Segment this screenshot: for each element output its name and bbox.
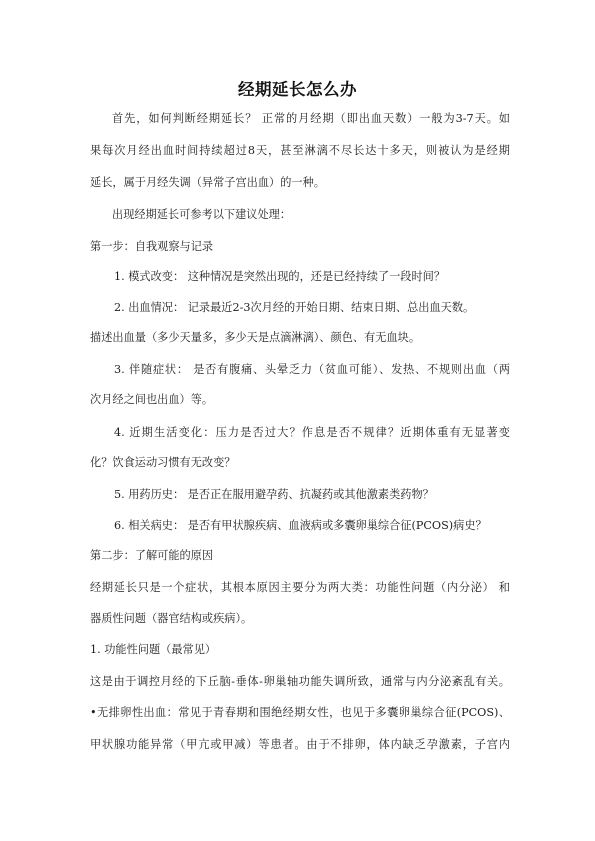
document-title: 经期延长怎么办 — [238, 80, 357, 99]
paragraph-line: 出现经期延长可参考以下建议处理： — [112, 208, 292, 221]
paragraph-line: 化？饮食运动习惯有无改变？ — [90, 456, 236, 469]
paragraph-line: 首先，如何判断经期延长？ 正常的月经期（即出血天数）一般为3-7天。如 — [112, 112, 510, 125]
paragraph-line: 次月经之间也出血）等。 — [90, 393, 214, 406]
list-item: 1. 模式改变： 这种情况是突然出现的，还是已经持续了一段时间？ — [114, 270, 446, 283]
subsection-heading: 1. 功能性问题（最常见） — [90, 643, 217, 656]
paragraph-line: 器质性问题（器官结构或疾病）。 — [90, 612, 253, 625]
section-heading: 第二步：了解可能的原因 — [90, 549, 214, 562]
list-item: 3. 伴随症状： 是否有腹痛、头晕乏力（贫血可能）、发热、不规则出血（两 — [114, 363, 510, 376]
list-item: 4. 近期生活变化：压力是否过大？作息是否不规律？近期体重有无显著变 — [114, 426, 510, 439]
list-item: 5. 用药历史： 是否正在服用避孕药、抗凝药或其他激素类药物？ — [114, 488, 434, 501]
list-item: 2. 出血情况： 记录最近2-3次月经的开始日期、结束日期、总出血天数。 — [114, 301, 475, 314]
paragraph-line: 描述出血量（多少天量多，多少天是点滴淋漓）、颜色、有无血块。 — [90, 331, 421, 344]
paragraph-line: 延长，属于月经失调（异常子宫出血）的一种。 — [90, 176, 325, 189]
paragraph-line: 果每次月经出血时间持续超过8天，甚至淋漓不尽长达十多天，则被认为是经期 — [90, 144, 510, 157]
list-item: 6. 相关病史： 是否有甲状腺疾病、血液病或多囊卵巢综合征(PCOS)病史？ — [114, 519, 487, 532]
bullet-item: •无排卵性出血：常见于青春期和围绝经期女性，也见于多囊卵巢综合征(PCOS)、 — [90, 706, 510, 719]
paragraph-line: 经期延长只是一个症状，其根本原因主要分为两大类：功能性问题（内分泌） 和 — [90, 581, 510, 594]
paragraph-line: 甲状腺功能异常（甲亢或甲减）等患者。由于不排卵，体内缺乏孕激素，子宫内 — [90, 738, 510, 751]
section-heading: 第一步：自我观察与记录 — [90, 240, 214, 253]
paragraph-line: 这是由于调控月经的下丘脑-垂体-卵巢轴功能失调所致，通常与内分泌紊乱有关。 — [90, 675, 510, 688]
